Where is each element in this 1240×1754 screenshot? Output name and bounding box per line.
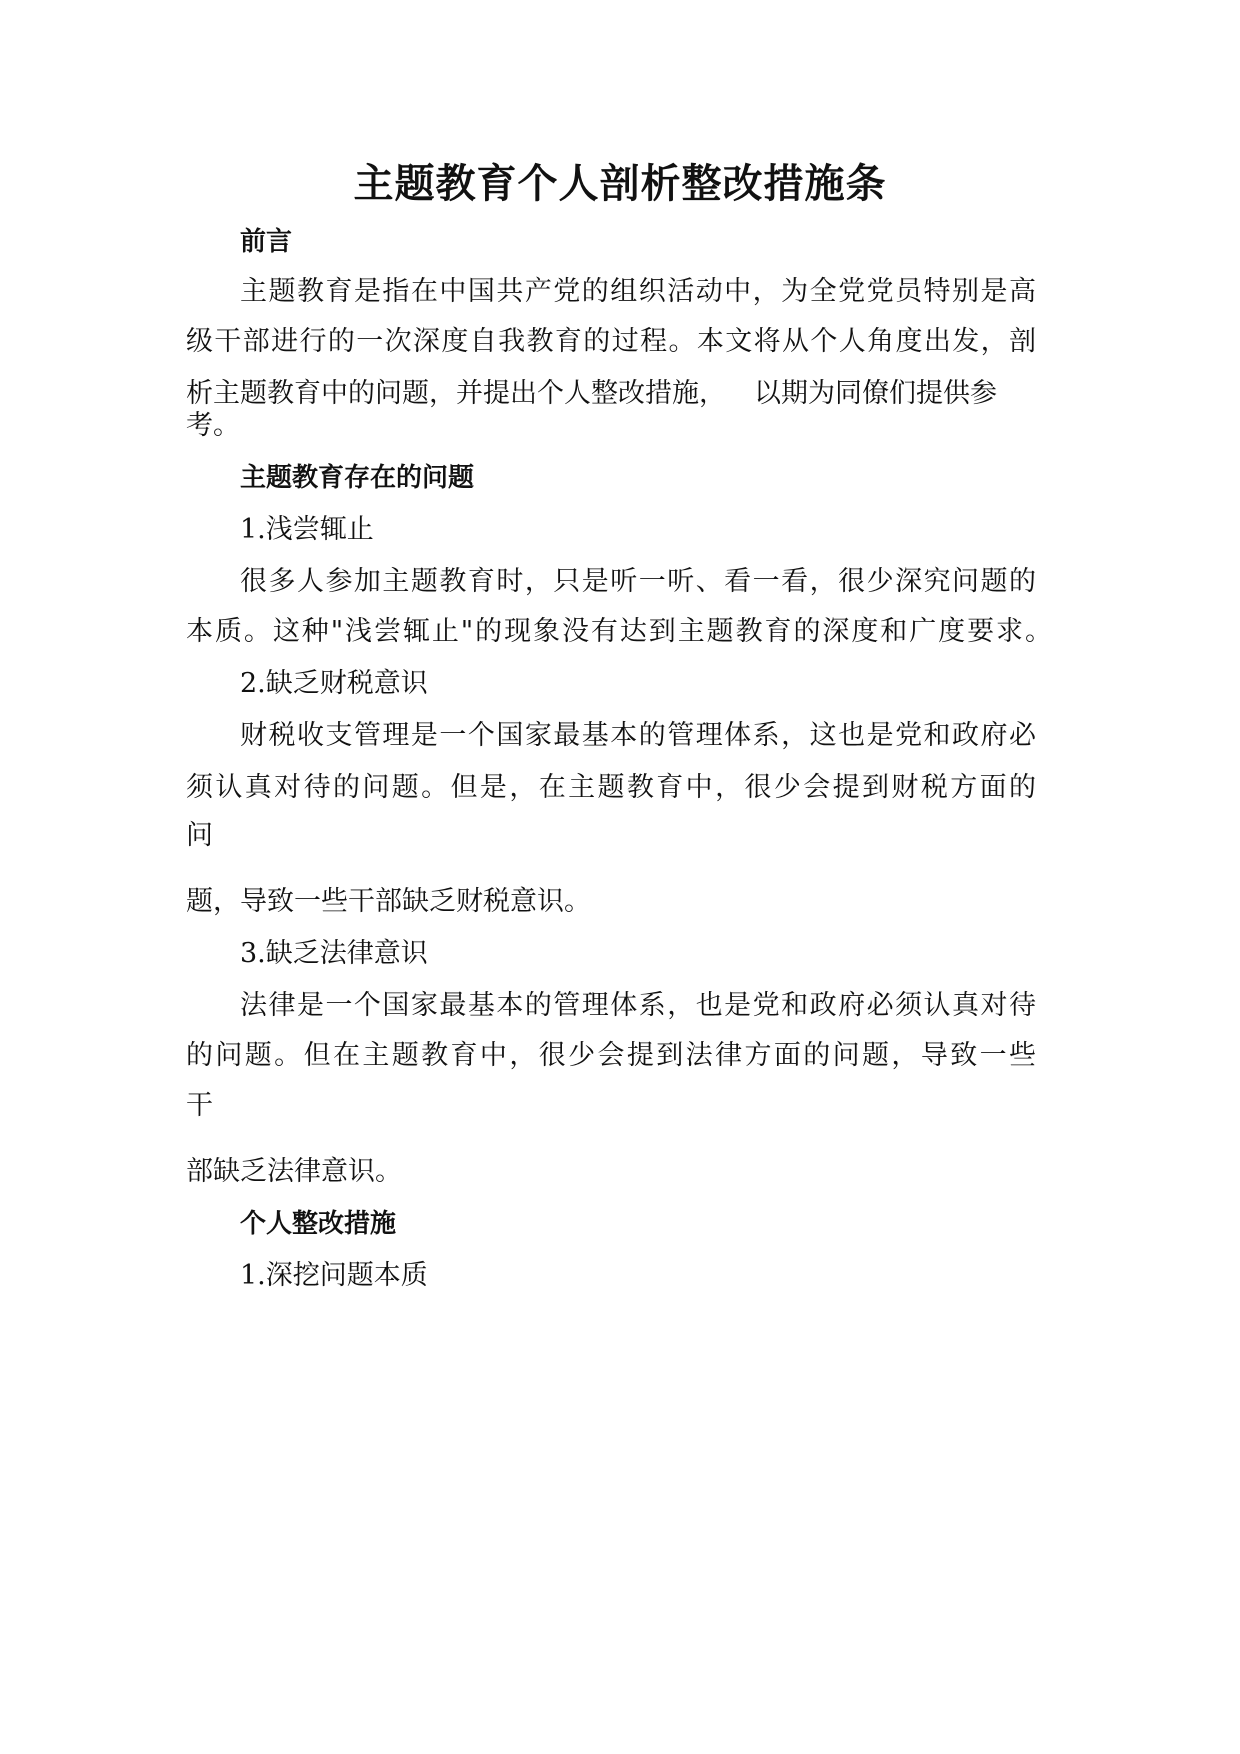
problem-3-line-2: 的问题。但在主题教育中，很少会提到法律方面的问题，导致一些 [186, 1040, 1036, 1071]
preface-line-4: 考。 [186, 410, 240, 441]
problem-2-line-4: 题，导致一些干部缺乏财税意识。 [186, 886, 591, 917]
problem-2-line-1: 财税收支管理是一个国家最基本的管理体系，这也是党和政府必 [240, 720, 1036, 751]
problems-heading: 主题教育存在的问题 [240, 463, 475, 493]
document-title: 主题教育个人剖析整改措施条 [353, 161, 887, 207]
problem-2-title: 2.缺乏财税意识 [240, 668, 428, 699]
problem-3-line-4: 部缺乏法律意识。 [186, 1156, 402, 1187]
preface-line-3 [186, 374, 1036, 414]
problem-1-title: 1.浅尝辄止 [240, 514, 374, 545]
problem-2-line-2: 须认真对待的问题。但是，在主题教育中，很少会提到财税方面的 [186, 772, 1036, 803]
preface-line-3a: 析主题教育中的问题，并提出个人整改措施， [186, 378, 726, 409]
problem-3-line-3: 干 [186, 1090, 213, 1121]
problem-1-line-2: 本质。这种"浅尝辄止"的现象没有达到主题教育的深度和广度要求。 [186, 616, 1052, 647]
measure-1-title: 1.深挖问题本质 [240, 1260, 428, 1291]
problem-3-line-1: 法律是一个国家最基本的管理体系，也是党和政府必须认真对待 [240, 990, 1036, 1021]
preface-line-1: 主题教育是指在中国共产党的组织活动中，为全党党员特别是高 [240, 276, 1036, 307]
preface-line-2: 级干部进行的一次深度自我教育的过程。本文将从个人角度出发，剖 [186, 326, 1036, 357]
problem-2-line-3: 问 [186, 820, 213, 851]
problem-1-line-1: 很多人参加主题教育时，只是听一听、看一看，很少深究问题的 [240, 566, 1036, 597]
preface-heading: 前言 [240, 227, 293, 257]
preface-line-3b: 以期为同僚们提供参 [754, 378, 997, 409]
measures-heading: 个人整改措施 [240, 1209, 397, 1239]
problem-3-title: 3.缺乏法律意识 [240, 938, 428, 969]
